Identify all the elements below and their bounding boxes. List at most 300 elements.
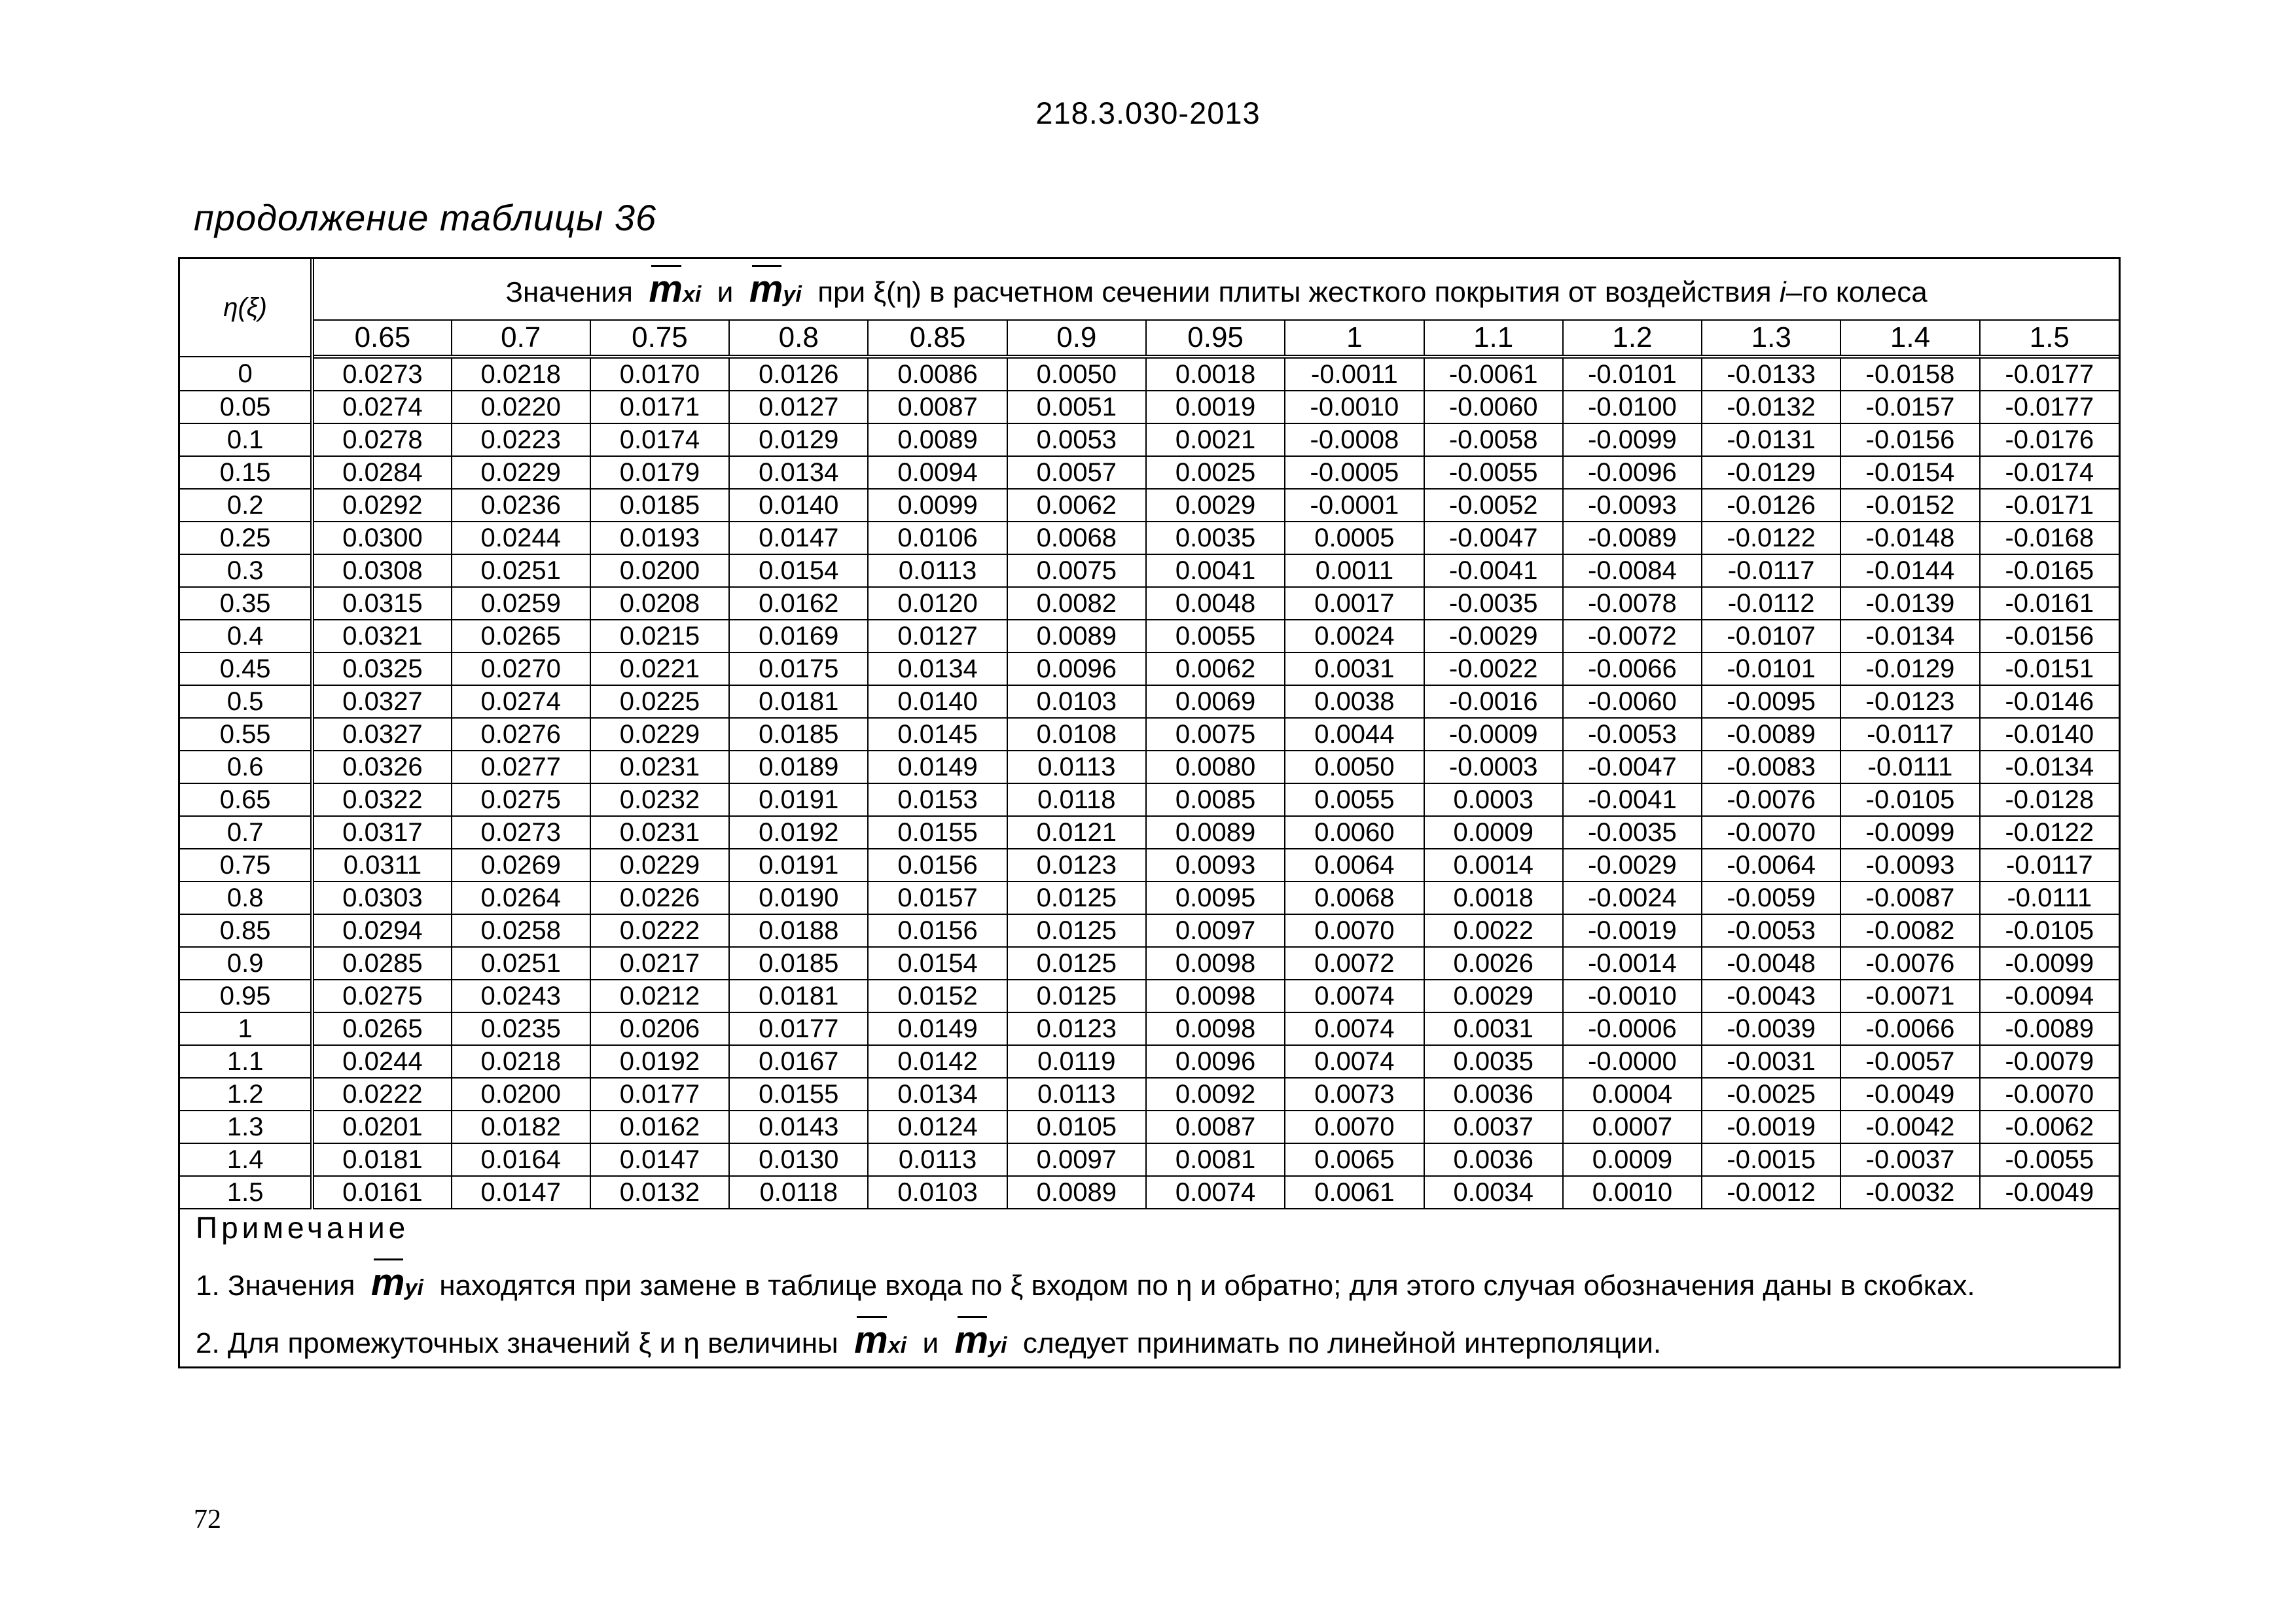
table-cell: 0.0155	[868, 816, 1007, 849]
table-cell: 0.0152	[868, 980, 1007, 1012]
note-1-prefix: 1. Значения	[196, 1270, 355, 1302]
m-symbol: m	[749, 268, 783, 310]
table-cell: 0.0068	[1285, 882, 1424, 914]
table-cell: 0.0147	[590, 1143, 729, 1176]
table-cell: 0.0170	[590, 357, 729, 391]
table-cell: 0.0018	[1146, 357, 1285, 391]
table-cell: -0.0171	[1980, 489, 2119, 522]
table-cell: -0.0071	[1840, 980, 1979, 1012]
table-cell: 0.0062	[1146, 652, 1285, 685]
row-eta-value: 0.95	[180, 980, 312, 1012]
table-cell: 0.0157	[868, 882, 1007, 914]
table-cell: 0.0155	[729, 1078, 868, 1111]
table-cell: -0.0140	[1980, 718, 2119, 751]
table-cell: 0.0269	[452, 849, 590, 882]
table-cell: 0.0070	[1285, 914, 1424, 947]
table-row	[180, 554, 2119, 587]
table-cell: 0.0315	[312, 587, 451, 620]
table-cell: 0.0126	[729, 357, 868, 391]
row-eta-value: 0.5	[180, 685, 312, 718]
table-cell: -0.0112	[1702, 587, 1840, 620]
table-cell: -0.0055	[1424, 456, 1563, 489]
table-cell: 0.0164	[452, 1143, 590, 1176]
table-cell: -0.0096	[1563, 456, 1702, 489]
table-cell: 0.0017	[1285, 587, 1424, 620]
table-row	[180, 947, 2119, 980]
table-cell: 0.0069	[1146, 685, 1285, 718]
table-cell: 0.0327	[312, 718, 451, 751]
document-code: 218.3.030-2013	[1035, 96, 1261, 130]
table-cell: 0.0089	[1146, 816, 1285, 849]
table-cell: 0.0243	[452, 980, 590, 1012]
table-cell: -0.0158	[1840, 357, 1979, 391]
table-cell: 0.0308	[312, 554, 451, 587]
notes-heading: Примечание	[196, 1211, 410, 1245]
table-cell: -0.0099	[1980, 947, 2119, 980]
table-cell: 0.0185	[590, 489, 729, 522]
table-row	[180, 1012, 2119, 1045]
table-cell: -0.0049	[1840, 1078, 1979, 1111]
table-cell: 0.0113	[868, 554, 1007, 587]
table-cell: 0.0041	[1146, 554, 1285, 587]
table-cell: -0.0019	[1702, 1111, 1840, 1143]
table-row	[180, 751, 2119, 783]
table-cell: -0.0094	[1980, 980, 2119, 1012]
table-cell: 0.0075	[1007, 554, 1146, 587]
table-body	[180, 357, 2119, 1209]
table-cell: 0.0212	[590, 980, 729, 1012]
row-eta-value: 0.1	[180, 423, 312, 456]
table-cell: 0.0303	[312, 882, 451, 914]
caption-suffix: –го колеса	[1785, 276, 1928, 308]
table-cell: 0.0094	[868, 456, 1007, 489]
table-cell: -0.0043	[1702, 980, 1840, 1012]
table-cell: -0.0060	[1424, 391, 1563, 423]
table-cell: 0.0097	[1146, 914, 1285, 947]
table-cell: -0.0019	[1563, 914, 1702, 947]
table-cell: 0.0275	[312, 980, 451, 1012]
table-cell: -0.0157	[1840, 391, 1979, 423]
table-cell: -0.0105	[1980, 914, 2119, 947]
note-2-text: следует принимать по линейной интерполяции.	[1022, 1327, 1662, 1359]
table-cell: 0.0311	[312, 849, 451, 882]
table-cell: -0.0089	[1980, 1012, 2119, 1045]
table-cell: 0.0206	[590, 1012, 729, 1045]
table-cell: 0.0217	[590, 947, 729, 980]
table-cell: 0.0089	[1007, 620, 1146, 652]
table-cell: -0.0031	[1702, 1045, 1840, 1078]
table-cell: 0.0200	[452, 1078, 590, 1111]
column-header: 1	[1285, 320, 1424, 357]
table-cell: -0.0010	[1285, 391, 1424, 423]
table-cell: 0.0156	[868, 849, 1007, 882]
table-cell: 0.0127	[729, 391, 868, 423]
table-cell: -0.0168	[1980, 522, 2119, 554]
table-cell: -0.0049	[1980, 1176, 2119, 1209]
table-cell: -0.0055	[1980, 1143, 2119, 1176]
note-2-prefix: 2. Для промежуточных значений ξ и η величины	[196, 1327, 838, 1359]
table-cell: 0.0089	[868, 423, 1007, 456]
table-cell: -0.0024	[1563, 882, 1702, 914]
table-cell: 0.0021	[1146, 423, 1285, 456]
table-cell: 0.0061	[1285, 1176, 1424, 1209]
table-cell: -0.0070	[1702, 816, 1840, 849]
table-cell: 0.0244	[312, 1045, 451, 1078]
table-cell: 0.0072	[1285, 947, 1424, 980]
table-cell: 0.0074	[1146, 1176, 1285, 1209]
table-cell: 0.0251	[452, 947, 590, 980]
column-header: 0.95	[1146, 320, 1285, 357]
table-cell: -0.0099	[1563, 423, 1702, 456]
table-cell: 0.0014	[1424, 849, 1563, 882]
table-cell: 0.0218	[452, 357, 590, 391]
table-cell: -0.0174	[1980, 456, 2119, 489]
table-cell: 0.0153	[868, 783, 1007, 816]
row-eta-value: 1	[180, 1012, 312, 1045]
table-cell: 0.0118	[729, 1176, 868, 1209]
table-cell: 0.0175	[729, 652, 868, 685]
table-cell: -0.0047	[1563, 751, 1702, 783]
row-eta-value: 0	[180, 357, 312, 391]
table-cell: -0.0129	[1702, 456, 1840, 489]
table-cell: 0.0019	[1146, 391, 1285, 423]
table-cell: -0.0134	[1980, 751, 2119, 783]
table-cell: 0.0162	[590, 1111, 729, 1143]
table-cell: 0.0022	[1424, 914, 1563, 947]
table-cell: 0.0179	[590, 456, 729, 489]
table-cell: -0.0123	[1840, 685, 1979, 718]
table-cell: -0.0079	[1980, 1045, 2119, 1078]
table-cell: 0.0106	[868, 522, 1007, 554]
table-cell: -0.0100	[1563, 391, 1702, 423]
table-cell: -0.0061	[1424, 357, 1563, 391]
table-cell: 0.0004	[1563, 1078, 1702, 1111]
table-cell: 0.0169	[729, 620, 868, 652]
table-cell: -0.0087	[1840, 882, 1979, 914]
table-cell: 0.0145	[868, 718, 1007, 751]
table-row	[180, 816, 2119, 849]
table-cell: -0.0101	[1563, 357, 1702, 391]
note-2	[196, 1321, 1661, 1360]
table-cell: -0.0053	[1702, 914, 1840, 947]
table-cell: 0.0113	[1007, 1078, 1146, 1111]
table-cell: -0.0001	[1285, 489, 1424, 522]
table-cell: 0.0098	[1146, 1012, 1285, 1045]
table-cell: -0.0111	[1840, 751, 1979, 783]
table-frame	[178, 257, 2121, 1368]
table-cell: 0.0029	[1146, 489, 1285, 522]
table-cell: 0.0236	[452, 489, 590, 522]
table-cell: 0.0080	[1146, 751, 1285, 783]
table-cell: 0.0086	[868, 357, 1007, 391]
table-cell: 0.0096	[1007, 652, 1146, 685]
table-cell: 0.0134	[729, 456, 868, 489]
row-eta-value: 0.15	[180, 456, 312, 489]
table-cell: -0.0089	[1563, 522, 1702, 554]
table-cell: -0.0151	[1980, 652, 2119, 685]
row-eta-value: 0.4	[180, 620, 312, 652]
table-cell: 0.0149	[868, 1012, 1007, 1045]
table-cell: 0.0222	[590, 914, 729, 947]
table-cell: -0.0082	[1840, 914, 1979, 947]
caption-middle: при ξ(η) в расчетном сечении плиты жесткого покрытия от воздействия	[817, 276, 1772, 308]
coefficients-table	[180, 259, 2119, 1209]
table-cell: -0.0058	[1424, 423, 1563, 456]
table-cell: 0.0244	[452, 522, 590, 554]
table-row	[180, 1045, 2119, 1078]
table-cell: 0.0174	[590, 423, 729, 456]
table-cell: 0.0026	[1424, 947, 1563, 980]
table-cell: 0.0007	[1563, 1111, 1702, 1143]
column-header: 0.7	[452, 320, 590, 357]
table-cell: -0.0062	[1980, 1111, 2119, 1143]
table-cell: 0.0226	[590, 882, 729, 914]
caption-i: i	[1779, 276, 1786, 308]
table-cell: 0.0208	[590, 587, 729, 620]
table-cell: 0.0317	[312, 816, 451, 849]
table-cell: 0.0087	[868, 391, 1007, 423]
table-cell: 0.0051	[1007, 391, 1146, 423]
table-cell: 0.0154	[729, 554, 868, 587]
table-cell: -0.0111	[1980, 882, 2119, 914]
table-cell: 0.0161	[312, 1176, 451, 1209]
table-cell: -0.0064	[1702, 849, 1840, 882]
table-cell: 0.0181	[729, 685, 868, 718]
table-cell: -0.0035	[1424, 587, 1563, 620]
table-cell: 0.0055	[1285, 783, 1424, 816]
table-cell: 0.0125	[1007, 980, 1146, 1012]
table-cell: 0.0274	[312, 391, 451, 423]
table-cell: 0.0096	[1146, 1045, 1285, 1078]
table-cell: 0.0065	[1285, 1143, 1424, 1176]
table-cell: 0.0162	[729, 587, 868, 620]
table-cell: 0.0121	[1007, 816, 1146, 849]
table-cell: 0.0215	[590, 620, 729, 652]
table-cell: -0.0101	[1702, 652, 1840, 685]
table-row	[180, 914, 2119, 947]
table-cell: -0.0010	[1563, 980, 1702, 1012]
table-cell: 0.0221	[590, 652, 729, 685]
table-cell: 0.0231	[590, 751, 729, 783]
table-cell: 0.0036	[1424, 1143, 1563, 1176]
table-cell: 0.0154	[868, 947, 1007, 980]
table-cell: 0.0011	[1285, 554, 1424, 587]
table-cell: 0.0005	[1285, 522, 1424, 554]
table-cell: -0.0176	[1980, 423, 2119, 456]
table-row	[180, 456, 2119, 489]
table-cell: 0.0193	[590, 522, 729, 554]
column-header: 0.85	[868, 320, 1007, 357]
table-cell: 0.0009	[1424, 816, 1563, 849]
table-cell: 0.0010	[1563, 1176, 1702, 1209]
table-cell: 0.0098	[1146, 947, 1285, 980]
table-cell: 0.0294	[312, 914, 451, 947]
table-cell: 0.0177	[590, 1078, 729, 1111]
table-cell: 0.0120	[868, 587, 1007, 620]
table-cell: 0.0060	[1285, 816, 1424, 849]
table-cell: 0.0125	[1007, 914, 1146, 947]
table-cell: 0.0134	[868, 1078, 1007, 1111]
table-cell: 0.0274	[452, 685, 590, 718]
table-cell: 0.0057	[1007, 456, 1146, 489]
table-cell: 0.0181	[312, 1143, 451, 1176]
table-cell: 0.0322	[312, 783, 451, 816]
table-cell: 0.0300	[312, 522, 451, 554]
table-cell: 0.0190	[729, 882, 868, 914]
table-cell: -0.0059	[1702, 882, 1840, 914]
table-cell: 0.0232	[590, 783, 729, 816]
table-cell: -0.0000	[1563, 1045, 1702, 1078]
table-cell: -0.0066	[1840, 1012, 1979, 1045]
table-cell: -0.0156	[1980, 620, 2119, 652]
table-cell: 0.0326	[312, 751, 451, 783]
table-cell: 0.0251	[452, 554, 590, 587]
table-cell: 0.0125	[1007, 882, 1146, 914]
table-row	[180, 423, 2119, 456]
table-cell: 0.0029	[1424, 980, 1563, 1012]
table-row	[180, 522, 2119, 554]
table-cell: 0.0097	[1007, 1143, 1146, 1176]
table-cell: -0.0039	[1702, 1012, 1840, 1045]
column-header: 0.65	[312, 320, 451, 357]
table-cell: 0.0050	[1285, 751, 1424, 783]
table-row	[180, 1176, 2119, 1209]
table-cell: 0.0123	[1007, 1012, 1146, 1045]
sub-xi: xi	[888, 1333, 907, 1358]
table-cell: -0.0057	[1840, 1045, 1979, 1078]
table-row	[180, 1111, 2119, 1143]
row-eta-value: 0.6	[180, 751, 312, 783]
table-cell: 0.0192	[590, 1045, 729, 1078]
table-cell: 0.0200	[590, 554, 729, 587]
table-cell: -0.0070	[1980, 1078, 2119, 1111]
table-cell: 0.0273	[312, 357, 451, 391]
stub-header: η(ξ)	[180, 259, 312, 357]
table-cell: 0.0093	[1146, 849, 1285, 882]
table-cell: 0.0142	[868, 1045, 1007, 1078]
table-cell: -0.0117	[1702, 554, 1840, 587]
table-cell: 0.0191	[729, 783, 868, 816]
sub-yi: yi	[404, 1275, 423, 1300]
table-cell: 0.0185	[729, 947, 868, 980]
table-cell: 0.0108	[1007, 718, 1146, 751]
table-cell: -0.0078	[1563, 587, 1702, 620]
table-cell: -0.0084	[1563, 554, 1702, 587]
table-cell: 0.0143	[729, 1111, 868, 1143]
table-cell: 0.0024	[1285, 620, 1424, 652]
m-symbol: m	[649, 268, 683, 310]
caption-conj: и	[717, 276, 734, 308]
table-cell: 0.0130	[729, 1143, 868, 1176]
table-cell: 0.0140	[868, 685, 1007, 718]
table-cell: -0.0047	[1424, 522, 1563, 554]
column-header: 1.4	[1840, 320, 1979, 357]
table-cell: 0.0089	[1007, 1176, 1146, 1209]
note-1-text: находятся при замене в таблице входа по ξ входом по η и обратно; для этого случая обозначения даны в скобках.	[439, 1270, 1975, 1302]
note-1	[196, 1261, 1975, 1304]
table-cell: 0.0129	[729, 423, 868, 456]
table-cell: 0.0081	[1146, 1143, 1285, 1176]
table-cell: -0.0089	[1702, 718, 1840, 751]
table-cell: 0.0147	[729, 522, 868, 554]
table-cell: 0.0074	[1285, 1012, 1424, 1045]
row-eta-value: 1.2	[180, 1078, 312, 1111]
table-cell: 0.0062	[1007, 489, 1146, 522]
table-cell: -0.0165	[1980, 554, 2119, 587]
table-cell: 0.0192	[729, 816, 868, 849]
table-cell: -0.0025	[1702, 1078, 1840, 1111]
table-cell: 0.0031	[1424, 1012, 1563, 1045]
table-cell: 0.0064	[1285, 849, 1424, 882]
table-cell: -0.0099	[1840, 816, 1979, 849]
table-cell: 0.0103	[1007, 685, 1146, 718]
sub-yi: yi	[783, 282, 802, 307]
column-header: 1.3	[1702, 320, 1840, 357]
row-eta-value: 1.5	[180, 1176, 312, 1209]
row-eta-value: 1.4	[180, 1143, 312, 1176]
table-cell: 0.0265	[312, 1012, 451, 1045]
row-eta-value: 0.25	[180, 522, 312, 554]
row-eta-value: 0.35	[180, 587, 312, 620]
table-cell: 0.0036	[1424, 1078, 1563, 1111]
table-cell: 0.0223	[452, 423, 590, 456]
table-cell: 0.0220	[452, 391, 590, 423]
table-cell: 0.0229	[452, 456, 590, 489]
table-cell: 0.0035	[1146, 522, 1285, 554]
table-cell: -0.0122	[1980, 816, 2119, 849]
table-cell: 0.0231	[590, 816, 729, 849]
table-cell: 0.0188	[729, 914, 868, 947]
table-cell: 0.0321	[312, 620, 451, 652]
table-cell: -0.0003	[1424, 751, 1563, 783]
table-cell: 0.0276	[452, 718, 590, 751]
table-cell: -0.0009	[1424, 718, 1563, 751]
row-eta-value: 0.8	[180, 882, 312, 914]
table-cell: -0.0117	[1840, 718, 1979, 751]
table-cell: 0.0119	[1007, 1045, 1146, 1078]
table-cell: 0.0259	[452, 587, 590, 620]
table-cell: 0.0037	[1424, 1111, 1563, 1143]
m-symbol: m	[854, 1319, 888, 1361]
table-cell: -0.0156	[1840, 423, 1979, 456]
table-cell: -0.0107	[1702, 620, 1840, 652]
table-cell: 0.0147	[452, 1176, 590, 1209]
table-cell: 0.0229	[590, 849, 729, 882]
table-cell: -0.0129	[1840, 652, 1979, 685]
table-cell: 0.0031	[1285, 652, 1424, 685]
table-cell: -0.0029	[1424, 620, 1563, 652]
table-cell: 0.0325	[312, 652, 451, 685]
table-row	[180, 652, 2119, 685]
table-cell: -0.0037	[1840, 1143, 1979, 1176]
table-cell: 0.0277	[452, 751, 590, 783]
table-cell: 0.0185	[729, 718, 868, 751]
row-eta-value: 0.9	[180, 947, 312, 980]
table-cell: 0.0265	[452, 620, 590, 652]
table-cell: -0.0117	[1980, 849, 2119, 882]
table-caption	[312, 259, 2119, 320]
table-cell: 0.0085	[1146, 783, 1285, 816]
table-cell: -0.0005	[1285, 456, 1424, 489]
table-cell: -0.0152	[1840, 489, 1979, 522]
row-eta-value: 0.85	[180, 914, 312, 947]
table-cell: 0.0073	[1285, 1078, 1424, 1111]
table-cell: 0.0156	[868, 914, 1007, 947]
table-cell: 0.0270	[452, 652, 590, 685]
table-cell: -0.0093	[1563, 489, 1702, 522]
table-cell: 0.0285	[312, 947, 451, 980]
table-cell: 0.0082	[1007, 587, 1146, 620]
